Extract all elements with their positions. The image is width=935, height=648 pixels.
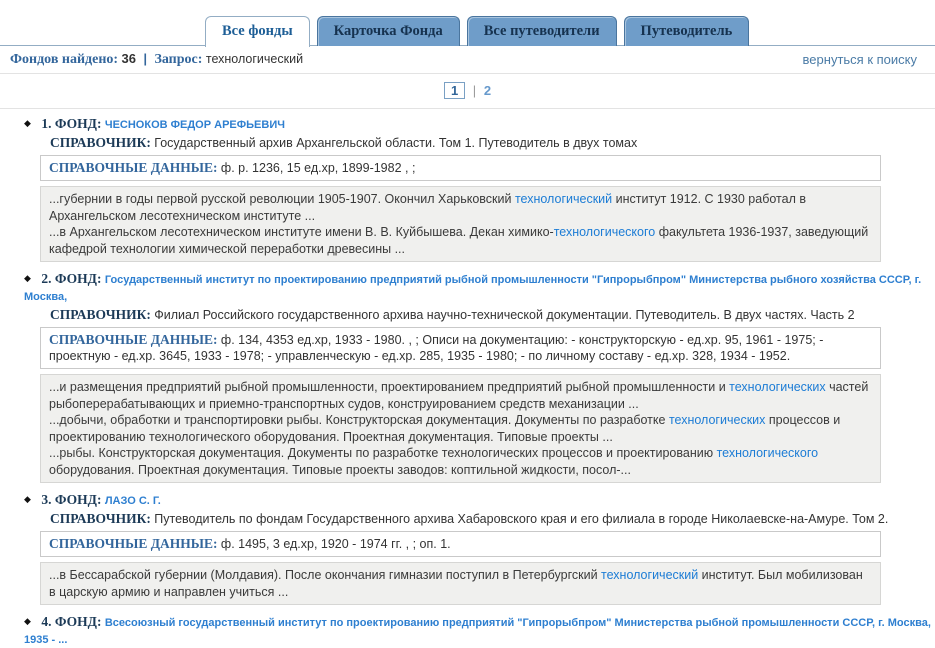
bullet-icon: ◆ <box>24 616 34 626</box>
excerpt-line <box>49 567 872 600</box>
result-item <box>24 115 935 262</box>
page-link-2[interactable]: 2 <box>483 83 492 98</box>
guide-text: Государственный архив Архангельской области. Том 1. Путеводитель в двух томах <box>154 136 638 150</box>
bullet-icon: ◆ <box>24 118 34 128</box>
result-number: 4. <box>41 614 55 629</box>
query-text: технологический <box>205 52 304 66</box>
guide-text: Путеводитель по фондам Государственного архива Хабаровского края и его филиала в городе Николаевске-на-Амуре. Том 2. <box>154 512 889 526</box>
reference-data-label: СПРАВОЧНЫЕ ДАННЫЕ: <box>49 332 221 347</box>
search-term-highlight: технологических <box>668 413 766 427</box>
excerpt-text: ...губернии в годы первой русской революции 1905-1907. Окончил Харьковский <box>49 192 515 206</box>
guide-label: СПРАВОЧНИК: <box>50 511 155 526</box>
excerpt-line <box>49 191 872 224</box>
result-head <box>24 613 935 648</box>
page-separator: | <box>472 83 477 98</box>
reference-data-text: ф. 134, 4353 ед.хр, 1933 - 1980. , ; Описи на документацию: - конструкторскую - ед.хр. 95, 1961 - 1975; - проектную - ед.хр. 3645, 1933 - 1978; - управленческую - ед.хр. 285, 1935 - 1980; - по личному составу - ед.хр. 328, 1934 - 1952. <box>49 333 824 363</box>
excerpt-line <box>49 379 872 412</box>
reference-data-text: ф. 1495, 3 ед.хр, 1920 - 1974 гг. , ; оп. 1. <box>220 537 451 551</box>
tab-bar <box>0 0 935 46</box>
excerpt-text: институт 1912. С 1930 работал в Архангельском лесотехническом институте ... <box>49 192 806 223</box>
excerpt-text: частей рыбоперерабатывающих и приемно-транспортных судов, конструированием средств механизации ... <box>49 380 869 411</box>
excerpt-box <box>40 562 881 605</box>
excerpt-box <box>40 186 881 262</box>
reference-data-text: ф. р. 1236, 15 ед.хр, 1899-1982 , ; <box>220 161 416 175</box>
search-term-highlight: технологического <box>716 446 819 460</box>
search-term-highlight: технологический <box>514 192 613 206</box>
result-number: 2. <box>41 271 55 286</box>
guide-label: СПРАВОЧНИК: <box>50 135 155 150</box>
page-current: 1 <box>444 82 465 99</box>
search-term-highlight: технологических <box>729 380 826 394</box>
fund-label: ФОНД: <box>54 614 105 629</box>
results-summary <box>10 51 303 68</box>
search-term-highlight: технологический <box>601 568 699 582</box>
guide-text: Филиал Российского государственного архива научно-технической документации. Путеводитель. В двух частях. Часть 2 <box>154 308 855 322</box>
fund-name-link[interactable]: Всесоюзный государственный институт по проектированию предприятий "Гипрорыбпром" Министерства рыбной промышленности СССР, г. Москва, 1935 - ... <box>24 617 931 646</box>
excerpt-box <box>40 374 881 483</box>
query-label: Запрос: <box>154 52 203 67</box>
pagination <box>0 74 935 109</box>
tab-путеводитель[interactable]: Путеводитель <box>624 16 750 46</box>
result-number: 3. <box>41 492 55 507</box>
guide-line <box>50 135 935 151</box>
excerpt-text: ...рыбы. Конструкторская документация. Документы по разработке технологических процессов и проектированию <box>49 446 717 460</box>
excerpt-text: факультета 1936-1937, заведующий кафедрой технологии химической переработки древесины ... <box>49 225 869 256</box>
guide-label: СПРАВОЧНИК: <box>50 307 155 322</box>
result-number: 1. <box>41 116 55 131</box>
fund-label: ФОНД: <box>54 271 105 286</box>
fund-name-link[interactable]: ЛАЗО С. Г. <box>104 495 161 507</box>
result-item <box>24 270 935 483</box>
excerpt-line <box>49 224 872 257</box>
tab-карточка-фонда[interactable]: Карточка Фонда <box>317 16 460 46</box>
excerpt-line <box>49 412 872 445</box>
excerpt-text: институт. Был мобилизован в царскую армию и направлен учиться ... <box>49 568 863 599</box>
search-term-highlight: технологического <box>553 225 656 239</box>
bullet-icon: ◆ <box>24 494 34 504</box>
reference-data-box <box>40 531 881 557</box>
result-item <box>24 613 935 646</box>
guide-line <box>50 511 935 527</box>
reference-data-label: СПРАВОЧНЫЕ ДАННЫЕ: <box>49 536 221 551</box>
excerpt-text: процессов и проектированию технологического оборудования. Проектная документация. Типовые проекты ... <box>49 413 841 444</box>
tab-все-путеводители[interactable]: Все путеводители <box>467 16 617 46</box>
result-head <box>24 491 935 509</box>
found-label: Фондов найдено: <box>10 52 119 67</box>
reference-data-label: СПРАВОЧНЫЕ ДАННЫЕ: <box>49 160 221 175</box>
fund-label: ФОНД: <box>54 492 105 507</box>
excerpt-text: ...в Бессарабской губернии (Молдавия). После окончания гимназии поступил в Петербургский <box>49 568 602 582</box>
result-head <box>24 115 935 133</box>
results-list <box>0 109 935 646</box>
header-separator: | <box>143 52 147 66</box>
tab-все-фонды[interactable]: Все фонды <box>205 16 310 47</box>
back-to-search-link[interactable]: вернуться к поиску <box>802 52 917 67</box>
results-header <box>0 46 935 74</box>
result-head <box>24 270 935 305</box>
reference-data-box <box>40 155 881 181</box>
bullet-icon: ◆ <box>24 273 34 283</box>
found-count: 36 <box>121 51 136 66</box>
result-item <box>24 491 935 605</box>
excerpt-text: ...и размещения предприятий рыбной промышленности, проектированием предприятий рыбной промышленности и <box>49 380 730 394</box>
fund-label: ФОНД: <box>54 116 105 131</box>
reference-data-box <box>40 327 881 369</box>
excerpt-text: ...в Архангельском лесотехническом институте имени В. В. Куйбышева. Декан химико- <box>49 225 554 239</box>
excerpt-line <box>49 445 872 478</box>
guide-line <box>50 307 935 323</box>
excerpt-text: ...добычи, обработки и транспортировки рыбы. Конструкторская документация. Документы по разработке <box>49 413 669 427</box>
fund-name-link[interactable]: ЧЕСНОКОВ ФЕДОР АРЕФЬЕВИЧ <box>104 119 285 131</box>
fund-name-link[interactable]: Государственный институт по проектированию предприятий рыбной промышленности "Гипрорыбпром" Министерства рыбного хозяйства СССР, г. Москва, <box>24 274 922 303</box>
excerpt-text: оборудования. Проектная документация. Типовые проекты заводов: коптильной жидкости, посол-... <box>49 462 631 477</box>
